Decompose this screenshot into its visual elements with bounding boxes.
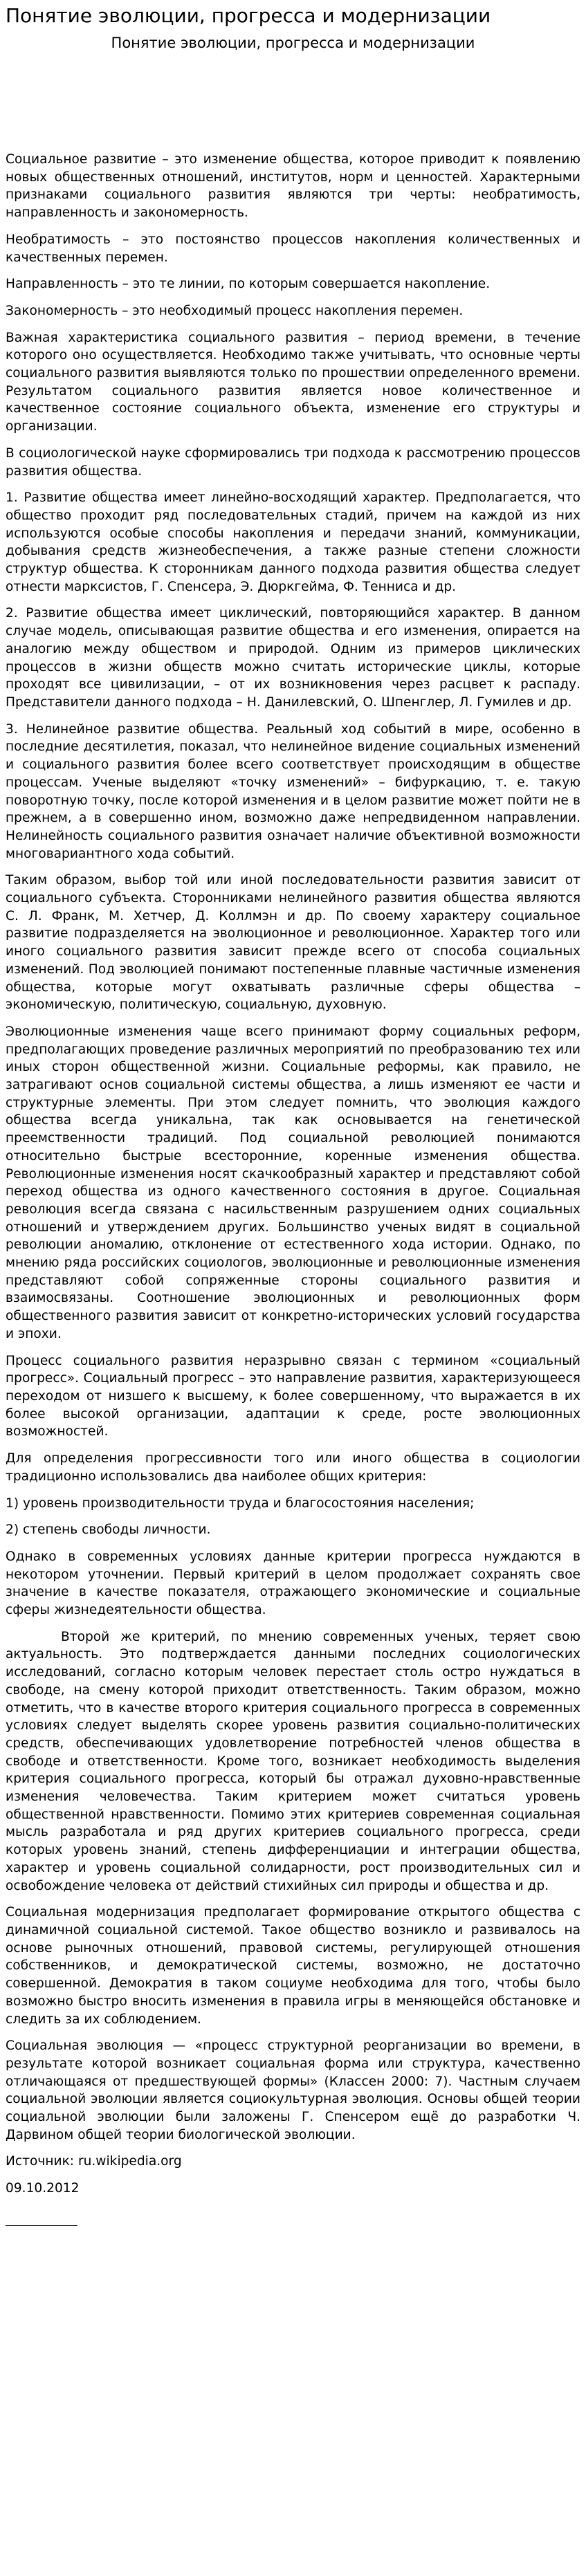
article-subtitle: Понятие эволюции, прогресса и модернизации: [111, 35, 475, 51]
paragraph: Социальная модернизация предполагает формирование открытого общества с динамичной социальной системой. Такое общество возникло и развивалось на основе рыночных отношений, правовой системы, регулирующей отношения собственников, и демократической системы, возможно, не достаточно совершенной. Демократия в таком социуме необходима для того, чтобы было возможно быстро вносить изменения в правила игры в меняющейся обстановке и следить за их соблюдением.: [6, 1905, 580, 2027]
paragraph: Важная характеристика социального развития – период времени, в течение которого оно осуществляется. Необходимо также учитывать, что основные черты социального развития выявляются только по прошествии определенного времени. Результатом социального развития является новое количественное и качественное состояние социального объекта, изменение его структуры и организации.: [6, 330, 580, 434]
paragraph: Таким образом, выбор той или иной последовательности развития зависит от социального субъекта. Сторонниками нелинейного развития общества являются С. Л. Франк, М. Хетчер, Д. Коллмэн и др. По своему характеру социальное развитие подразделяется на эволюционное и революционное. Характер того или иного социального развития зависит прежде всего от способа социальных изменений. Под эволюцией понимают постепенные плавные частичные изменения общества, которые могут охватывать различные сферы общества – экономическую, политическую, социальную, духовную.: [6, 873, 580, 1013]
paragraph: Второй же критерий, по мнению современных ученых, теряет свою актуальность. Это подтверждается данными последних социологических исследований, согласно которым человек перестает столь остро нуждаться в свободе, на смену которой приходит ответственность. Таким образом, можно отметить, что в качестве второго критерия социального прогресса в современных условиях следует выделять скорее уровень развития социально-политических средств, обеспечивающих удовлетворение потребностей членов общества в свободе и ответственности. Кроме того, возникает необходимость выделения критерия социального прогресса, который бы отражал духовно-нравственные изменения человечества. Таким критерием может считаться уровень общественной нравственности. Помимо этих критериев современная социальная мысль разработала и ряд других критериев социального прогресса, среди которых уровень знаний, степень дифференциации и интеграции общества, характер и уровень социальной солидарности, рост производительных сил и освобождение человека от действий стихийных сил природы и общества и др.: [6, 1629, 580, 1893]
paragraph: Социальное развитие – это изменение общества, которое приводит к появлению новых общественных отношений, институтов, норм и ценностей. Характерными признаками социального развития являются три черты: необратимость, направленность и закономерность.: [6, 152, 580, 221]
title-spacer: [6, 53, 580, 151]
paragraph: Процесс социального развития неразрывно связан с термином «социальный прогресс». Социальный прогресс – это направление развития, характеризующееся переходом от низшего к высшему, к более совершенному, что выражается в их более высокой организации, адаптации к среде, росте эволюционных возможностей.: [6, 1353, 580, 1439]
page-title: Понятие эволюции, прогресса и модернизации: [6, 4, 491, 27]
paragraph: 3. Нелинейное развитие общества. Реальный ход событий в мире, особенно в последние десятилетия, показал, что нелинейное видение социальных изменений и социального развития более всего соответствует происходящим в обществе процессам. Ученые выделяют «точку изменений» – бифуркацию, т. е. такую поворотную точку, после которой изменения и в целом развитие может пойти не в прежнем, а в совершенно ином, возможно даже непредвиденном направлении. Нелинейность социального развития означает наличие объективной возможности многовариантного хода событий.: [6, 721, 580, 861]
paragraph: 1) уровень производительности труда и благосостояния населения;: [6, 1496, 475, 1511]
paragraph: Направленность – это те линии, по которым совершается накопление.: [6, 277, 491, 292]
paragraph: Закономерность – это необходимый процесс накопления перемен.: [6, 303, 464, 318]
paragraph: Однако в современных условиях данные критерии прогресса нуждаются в некотором уточнении. Первый критерий в целом продолжает сохранять свое значение в качестве показателя, отражающего экономические и социальные сферы жизнедеятельности общества.: [6, 1549, 580, 1618]
paragraph: Социальная эволюция — «процесс структурной реорганизации во времени, в результате которой возникает социальная форма или структура, качественно отличающаяся от предшествующей формы» (Классен 2000: 7). Частным случаем социальной эволюции является социокультурная эволюция. Основы общей теории социальной эволюции были заложены Г. Спенсером ещё до разработки Ч. Дарвином общей теории биологической эволюции.: [6, 2039, 580, 2142]
paragraph: Эволюционные изменения чаще всего принимают форму социальных реформ, предполагающих проведение различных мероприятий по преобразованию тех или иных сторон общественной жизни. Социальные реформы, как правило, не затрагивают основ социальной системы общества, а лишь изменяют ее части и структурные элементы. При этом следует помнить, что эволюция каждого общества всегда уникальна, так как основывается на генетической преемственности традиций. Под социальной революцией понимаются относительно быстрые всесторонние, коренные изменения общества. Революционные изменения носят скачкообразный характер и представляют собой переход общества из одного качественного состояния в другое. Социальная революция всегда связана с насильственным разрушением одних социальных отношений и утверждением других. Большинство ученых видят в социальной революции аномалию, отклонение от естественного хода истории. Однако, по мнению ряда российских социологов, эволюционные и революционные изменения представляют собой сопряженные стороны социального развития и взаимосвязаны. Соотношение эволюционных и революционных форм общественного развития зависит от конкретно-исторических условий государства и эпохи.: [6, 1024, 580, 1341]
paragraph: Необратимость – это постоянство процессов накопления количественных и качественных перемен.: [6, 232, 580, 265]
source-line: Источник: ru.wikipedia.org: [6, 2154, 182, 2169]
footer-divider: [6, 2225, 77, 2226]
publication-date: 09.10.2012: [6, 2181, 80, 2196]
paragraph: Для определения прогрессивности того или иного общества в социологии традиционно использовались два наиболее общих критерия:: [6, 1451, 580, 1484]
article-body: [6, 151, 580, 2144]
paragraph: 2. Развитие общества имеет циклический, повторяющийся характер. В данном случае модель, описывающая развитие общества и его изменения, опирается на аналогию между обществом и природой. Одним из примеров циклических процессов в жизни обществ можно считать исторические циклы, которые проходят все цивилизации, – от их возникновения через расцвет к распаду. Представители данного подхода – Н. Данилевский, О. Шпенглер, Л. Гумилев и др.: [6, 606, 580, 710]
paragraph: 1. Развитие общества имеет линейно-восходящий характер. Предполагается, что общество проходит ряд последовательных стадий, причем на каждой из них используются особые способы накопления и передачи знаний, коммуникации, добывания средств жизнеобеспечения, а также разные степени сложности структур общества. К сторонникам данного подхода развития общества следует отнести марксистов, Г. Спенсера, Э. Дюркгейма, Ф. Тенниса и др.: [6, 490, 580, 594]
paragraph: 2) степень свободы личности.: [6, 1522, 211, 1538]
paragraph: В социологической науке сформировались три подхода к рассмотрению процессов развития общества.: [6, 445, 580, 479]
